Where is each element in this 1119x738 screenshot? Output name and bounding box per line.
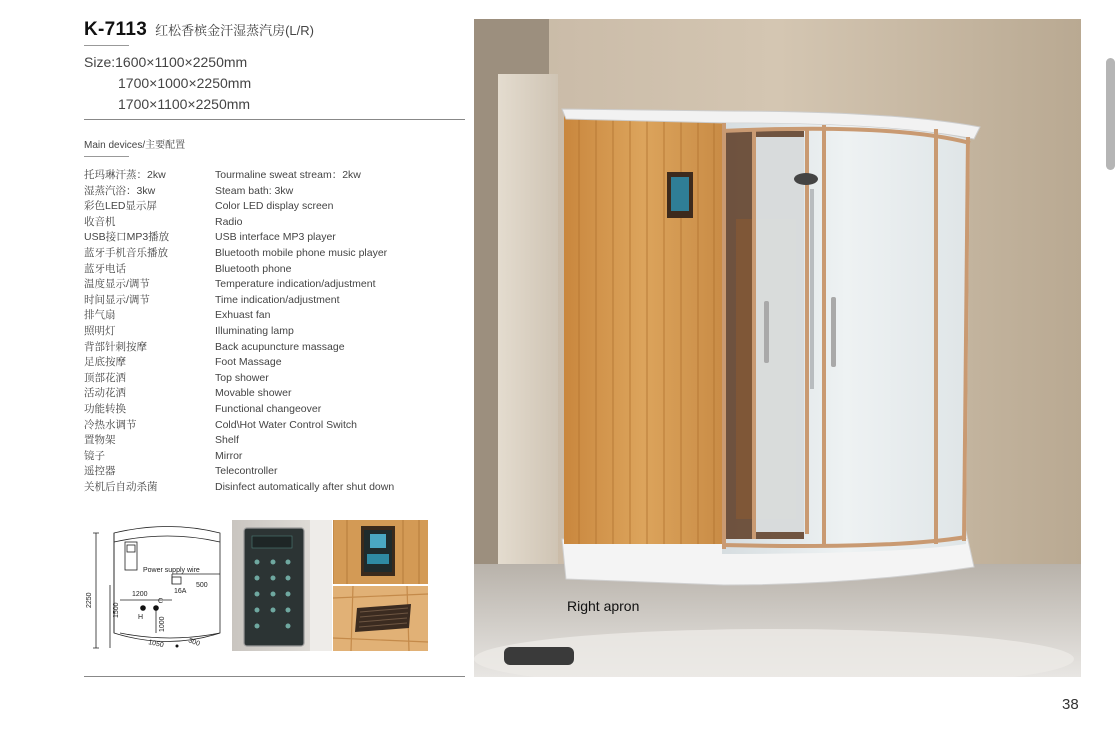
- device-name-en: Disinfect automatically after shut down: [215, 480, 395, 493]
- title-underline: [84, 45, 129, 46]
- size-line-1: [84, 54, 247, 70]
- product-photo: [474, 19, 1081, 677]
- hot-water-point: [140, 605, 146, 611]
- device-row: [84, 464, 464, 480]
- device-name-en: Radio: [215, 215, 243, 228]
- device-name-en: Movable shower: [215, 387, 292, 400]
- device-name-cn: 蓝牙手机音乐播放: [84, 246, 168, 259]
- device-name-cn: 托玛琳汗蒸：2kw: [84, 169, 166, 181]
- device-row: [84, 199, 464, 215]
- device-name-en: Cold\Hot Water Control Switch: [215, 418, 357, 431]
- device-name-cn: 顶部花洒: [84, 371, 126, 384]
- device-name-cn: 温度显示/调节: [84, 278, 150, 291]
- device-name-cn: 排气扇: [84, 309, 116, 322]
- door-handle-left: [764, 301, 769, 363]
- device-row: [84, 402, 464, 418]
- diagram-power-label: Power supply wire: [143, 567, 200, 574]
- device-name-en: Tourmaline sweat stream：2kw: [215, 169, 361, 181]
- diagram-mark-c: C: [158, 598, 164, 605]
- device-row: [84, 230, 464, 246]
- diagram-dim-2250: 2250: [86, 592, 93, 608]
- device-row: [84, 308, 464, 324]
- device-name-cn: 镜子: [84, 449, 105, 462]
- device-name-en: Foot Massage: [215, 356, 282, 369]
- size-line-2: [118, 75, 251, 91]
- device-name-en: Top shower: [215, 371, 269, 384]
- diagram-dim-1200: 1200: [132, 591, 148, 598]
- device-row: [84, 168, 464, 184]
- device-name-en: Steam bath: 3kw: [215, 184, 294, 197]
- wood-display-photo: [333, 520, 428, 584]
- devices-list: [84, 168, 464, 495]
- device-name-en: Illuminating lamp: [215, 324, 294, 337]
- device-name-en: USB interface MP3 player: [215, 231, 336, 244]
- bottom-divider: [84, 676, 465, 677]
- device-name-cn: 活动花洒: [84, 387, 126, 400]
- shower-head: [794, 173, 818, 185]
- device-name-en: Telecontroller: [215, 465, 278, 478]
- device-name-cn: 湿蒸汽浴：3kw: [84, 184, 156, 197]
- diagram-mark-h: H: [138, 614, 144, 621]
- floor-plan-diagram: [80, 520, 230, 660]
- model-number: K-7113: [84, 19, 148, 40]
- diagram-dim-1050: 1050: [147, 639, 165, 650]
- device-name-en: Shelf: [215, 434, 239, 447]
- diagram-dim-300: 300: [187, 637, 201, 648]
- size-value-2: 1700×1000×2250mm: [118, 75, 252, 91]
- device-name-en: Color LED display screen: [215, 200, 334, 213]
- diagram-dim-1000: 1000: [159, 616, 166, 632]
- device-name-en: Bluetooth mobile phone music player: [215, 246, 388, 259]
- diagram-breaker-label: 16A: [174, 588, 187, 595]
- size-value-1: 1600×1100×2250mm: [115, 54, 248, 70]
- control-panel-photo: [232, 520, 332, 651]
- device-row: [84, 293, 464, 309]
- device-row: [84, 433, 464, 449]
- diagram-dim-1500: 1500: [113, 602, 120, 618]
- device-row: [84, 262, 464, 278]
- device-name-cn: 遥控器: [84, 465, 116, 478]
- device-row: [84, 277, 464, 293]
- size-value-3: 1700×1100×2250mm: [118, 96, 251, 112]
- device-row: [84, 246, 464, 262]
- size-label: Size:: [84, 54, 116, 70]
- device-row: [84, 324, 464, 340]
- cold-water-point: [153, 605, 159, 611]
- device-name-cn: USB接口MP3播放: [84, 231, 170, 244]
- device-name-cn: 置物架: [84, 434, 116, 447]
- device-name-en: Functional changeover: [215, 402, 322, 415]
- device-name-en: Bluetooth phone: [215, 262, 292, 275]
- device-name-cn: 冷热水调节: [84, 418, 137, 431]
- device-name-cn: 时间显示/调节: [84, 293, 150, 306]
- device-name-cn: 关机后自动杀菌: [84, 480, 158, 493]
- device-name-en: Mirror: [215, 449, 243, 462]
- vent-photo: [333, 586, 428, 651]
- product-title: [84, 19, 314, 41]
- device-name-cn: 背部针刺按摩: [84, 340, 147, 353]
- device-name-cn: 足底按摩: [84, 356, 126, 369]
- device-row: [84, 215, 464, 231]
- size-line-3: [118, 96, 250, 112]
- device-name-cn: 彩色LED显示屏: [84, 200, 157, 213]
- device-row: [84, 418, 464, 434]
- breaker-box: [172, 577, 181, 584]
- scrollbar-thumb[interactable]: [1106, 58, 1115, 170]
- device-row: [84, 355, 464, 371]
- diagram-dim-500: 500: [196, 582, 208, 589]
- device-row: [84, 386, 464, 402]
- device-name-en: Temperature indication/adjustment: [215, 278, 376, 291]
- product-name-cn: 红松香槟金汗湿蒸汽房(L/R): [155, 23, 314, 38]
- device-name-cn: 蓝牙电话: [84, 262, 126, 275]
- device-row: [84, 480, 464, 496]
- section-divider: [84, 119, 465, 120]
- devices-heading: Main devices/主要配置: [84, 140, 186, 151]
- device-row: [84, 371, 464, 387]
- door-panel-left: [754, 137, 806, 532]
- device-name-en: Time indication/adjustment: [215, 293, 340, 306]
- device-name-cn: 收音机: [84, 215, 116, 228]
- device-row: [84, 340, 464, 356]
- device-row: [84, 449, 464, 465]
- device-name-en: Back acupuncture massage: [215, 340, 345, 353]
- device-name-cn: 照明灯: [84, 324, 116, 337]
- device-name-en: Exhuast fan: [215, 309, 271, 322]
- page-number: 38: [1062, 696, 1079, 713]
- door-handle-right: [831, 297, 836, 367]
- device-row: [84, 184, 464, 200]
- photo-caption: Right apron: [567, 598, 640, 614]
- device-name-cn: 功能转换: [84, 402, 126, 415]
- remote-object: [504, 647, 574, 665]
- devices-underline: [84, 156, 129, 157]
- dim-line-height: [93, 533, 99, 648]
